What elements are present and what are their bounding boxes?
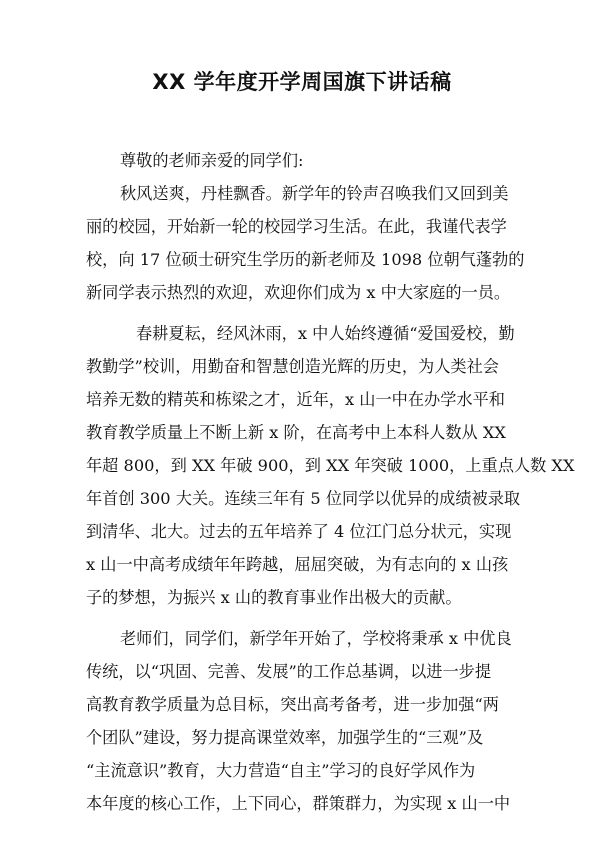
paragraph-1 <box>86 177 525 309</box>
paragraph-line: 传统，以“巩固、完善、发展”的工作总基调，以进一步提 <box>86 662 492 681</box>
paragraph-line: 校，向 17 位硕士研究生学历的新老师及 1098 位朝气蓬勃的 <box>86 250 525 269</box>
paragraph-line: 教勤学”校训，用勤奋和智慧创造光辉的历史，为人类社会 <box>86 357 499 376</box>
paragraph-line: 本年度的核心工作，上下同心，群策群力，为实现 x 山一中 <box>86 794 511 813</box>
paragraph-line: 新同学表示热烈的欢迎，欢迎你们成为 x 中大家庭的一员。 <box>86 283 511 302</box>
paragraph-line: “主流意识”教育，大力营造“自主”学习的良好学风作为 <box>86 761 476 780</box>
paragraph-line: 秋风送爽，丹桂飘香。新学年的铃声召唤我们又回到美 <box>120 184 509 203</box>
paragraph-line: 春耕夏耘，经风沐雨，x 中人始终遵循“爱国爱校，勤 <box>136 324 515 343</box>
paragraph-line: 个团队”建设，努力提高课堂效率，加强学生的“三观”及 <box>86 728 484 747</box>
document-title: XX 学年度开学周国旗下讲话稿 <box>152 70 452 94</box>
paragraph-3 <box>86 622 518 820</box>
paragraph-line: 丽的校园，开始新一轮的校园学习生活。在此，我谨代表学 <box>86 217 507 236</box>
paragraph-line: x 山一中高考成绩年年跨越，屈屈突破，为有志向的 x 山孩 <box>86 555 509 574</box>
paragraph-line: 年首创 300 大关。连续三年有 5 位同学以优异的成绩被录取 <box>86 489 521 508</box>
paragraph-line: 到清华、北大。过去的五年培养了 4 位江门总分状元，实现 <box>86 522 512 541</box>
paragraph-line: 培养无数的精英和栋梁之才，近年，x 山一中在办学水平和 <box>86 390 505 409</box>
salutation: 尊敬的老师亲爱的同学们: <box>120 151 304 170</box>
paragraph-2 <box>86 317 575 614</box>
paragraph-line: 年超 800，到 XX 年破 900，到 XX 年突破 1000，上重点人数 XX <box>86 456 575 475</box>
paragraph-line: 老师们，同学们，新学年开始了，学校将秉承 x 中优良 <box>120 629 512 648</box>
paragraph-line: 子的梦想，为振兴 x 山的教育事业作出极大的贡献。 <box>86 588 462 607</box>
paragraph-line: 高教育教学质量为总目标，突出高考备考，进一步加强“两 <box>86 695 499 714</box>
paragraph-line: 教育教学质量上不断上新 x 阶，在高考中上本科人数从 XX <box>86 423 506 442</box>
